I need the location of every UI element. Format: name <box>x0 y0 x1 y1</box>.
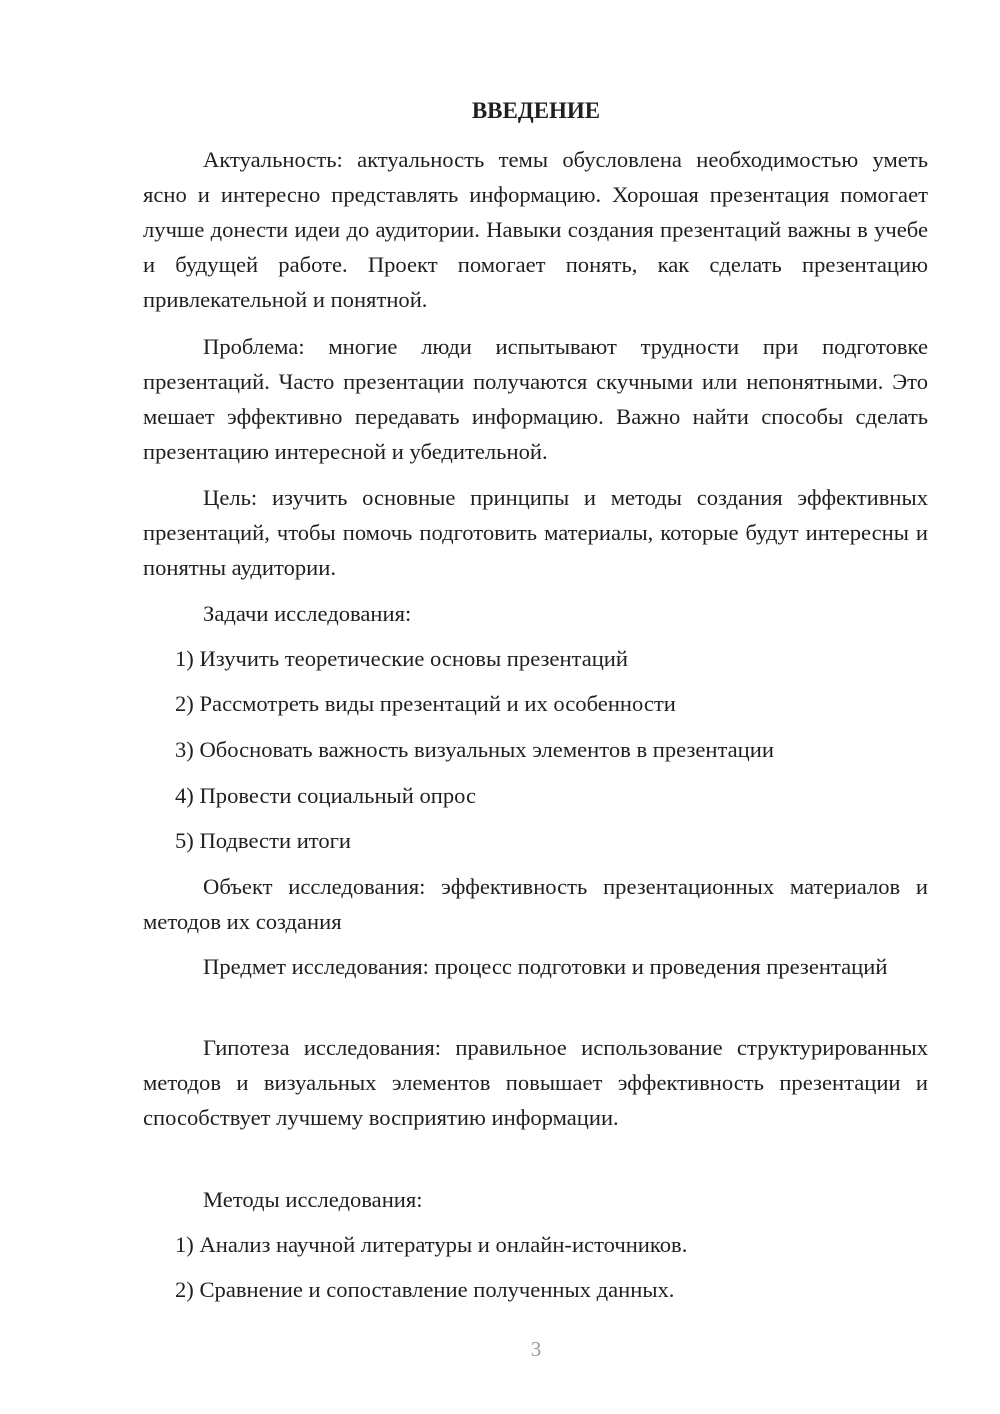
relevance-paragraph: Актуальность: актуальность темы обусловлена необходимостью уметь ясно и интересно представлять информацию. Хорошая презентация помогает лучше донести идеи до аудитории. Навыки создания презентаций важны в учебе и будущей работе. Проект помогает понять, как сделать презентацию привлекательной и понятной. <box>143 147 928 312</box>
page-number: 3 <box>530 1337 542 1361</box>
task-item-1: 1) Изучить теоретические основы презентаций <box>175 646 628 671</box>
task-item-4: 4) Провести социальный опрос <box>175 783 477 808</box>
goal-paragraph: Цель: изучить основные принципы и методы создания эффективных презентаций, чтобы помочь подготовить материалы, которые будут интересны и понятны аудитории. <box>143 485 928 580</box>
problem-paragraph: Проблема: многие люди испытывают трудности при подготовке презентаций. Часто презентации получаются скучными или непонятными. Это мешает эффективно передавать информацию. Важно найти способы сделать презентацию интересной и убедительной. <box>143 334 928 464</box>
method-item-1: 1) Анализ научной литературы и онлайн-источников. <box>175 1232 688 1257</box>
object-paragraph: Объект исследования: эффективность презентационных материалов и методов их создания <box>143 874 928 934</box>
task-item-2: 2) Рассмотреть виды презентаций и их особенности <box>175 691 676 716</box>
task-item-3: 3) Обосновать важность визуальных элементов в презентации <box>175 737 774 762</box>
subject-paragraph: Предмет исследования: процесс подготовки и проведения презентаций <box>203 954 888 979</box>
methods-title: Методы исследования: <box>203 1187 423 1212</box>
method-item-2: 2) Сравнение и сопоставление полученных данных. <box>175 1277 675 1302</box>
task-item-5: 5) Подвести итоги <box>175 828 352 853</box>
section-heading: ВВЕДЕНИЕ <box>471 98 601 123</box>
hypothesis-paragraph: Гипотеза исследования: правильное использование структурированных методов и визуальных элементов повышает эффективность презентации и способствует лучшему восприятию информации. <box>143 1035 928 1130</box>
tasks-title: Задачи исследования: <box>203 601 412 626</box>
